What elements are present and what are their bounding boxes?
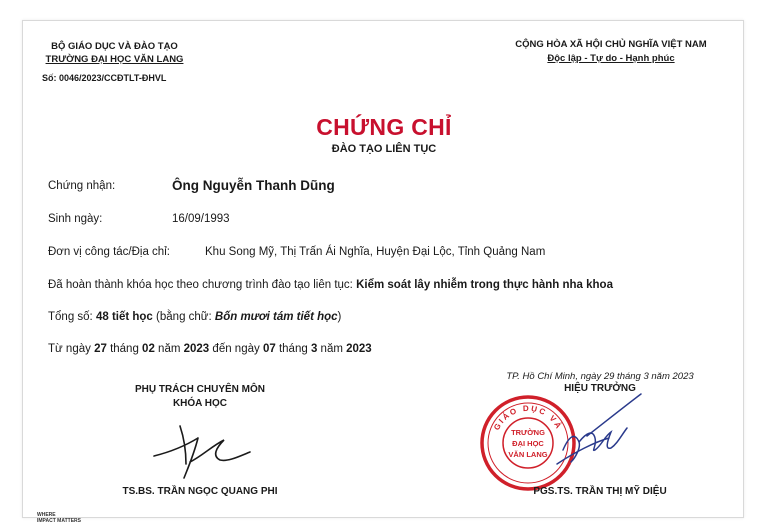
address-row	[48, 246, 546, 258]
period-from-label: Từ ngày	[48, 343, 91, 355]
total-row	[48, 311, 341, 323]
tagline-line1: WHERE	[37, 512, 56, 518]
total-label: Tổng số:	[48, 311, 93, 323]
recipient-label: Chứng nhận:	[48, 180, 116, 192]
total-words-suffix: )	[337, 311, 342, 323]
period-to-day: 07	[262, 343, 276, 355]
period-to-label: đến ngày	[212, 343, 260, 355]
period-year-word-1: năm	[158, 343, 181, 355]
supervisor-title-line2: KHÓA HỌC	[172, 398, 228, 409]
period-from-year: 2023	[183, 343, 210, 355]
total-hours-words: Bốn mươi tám tiết học	[214, 311, 338, 323]
rector-title: HIỆU TRƯỞNG	[564, 383, 636, 394]
period-to-month: 3	[310, 343, 318, 355]
rector-signature	[545, 392, 665, 482]
total-hours: 48 tiết học	[95, 311, 153, 323]
period-row	[48, 343, 372, 355]
supervisor-name: TS.BS. TRẦN NGỌC QUANG PHI	[122, 486, 278, 497]
tagline-line2: IMPACT MATTERS	[37, 518, 81, 524]
certificate-title: CHỨNG CHỈ	[316, 114, 452, 140]
address-label: Đơn vị công tác/Địa chỉ:	[48, 246, 170, 258]
country-name: CỘNG HÒA XÃ HỘI CHỦ NGHĨA VIỆT NAM	[515, 39, 707, 50]
period-from-month: 02	[142, 343, 155, 355]
seal-center-line2: ĐẠI HỌC	[512, 439, 544, 448]
dob-value: 16/09/1993	[172, 213, 230, 225]
ministry-name: BỘ GIÁO DỤC VÀ ĐÀO TẠO	[51, 41, 178, 52]
period-year-word-2: năm	[320, 343, 343, 355]
period-month-word-1: tháng	[110, 343, 139, 355]
dob-row	[48, 213, 230, 225]
certificate-subtitle: ĐÀO TẠO LIÊN TỤC	[331, 143, 437, 155]
seal-center-line3: VĂN LANG	[508, 450, 548, 459]
issuer-header	[42, 40, 187, 85]
certificate-number: Số: 0046/2023/CCĐTLT-ĐHVL	[42, 73, 167, 83]
issue-place-date: TP. Hồ Chí Minh, ngày 29 tháng 3 năm 2023	[506, 371, 694, 382]
supervisor-signature	[150, 416, 260, 486]
period-from-day: 27	[94, 343, 107, 355]
course-row	[48, 279, 613, 291]
course-name: Kiểm soát lây nhiễm trong thực hành nha khoa	[356, 279, 613, 291]
address-value: Khu Song Mỹ, Thị Trấn Ái Nghĩa, Huyện Đại Lộc, Tỉnh Quảng Nam	[205, 246, 546, 258]
course-supervisor-title	[110, 383, 290, 411]
period-to-year: 2023	[346, 343, 372, 355]
seal-ring-text: GIÁO DỤC VÀ	[492, 403, 564, 432]
total-words-prefix: (bằng chữ:	[156, 311, 212, 323]
rector-name: PGS.TS. TRẦN THỊ MỸ DIỆU	[533, 486, 667, 497]
recipient-row	[48, 178, 335, 193]
recipient-name: Ông Nguyễn Thanh Dũng	[172, 178, 335, 193]
national-motto: Độc lập - Tự do - Hạnh phúc	[547, 53, 675, 64]
national-header	[480, 38, 742, 66]
brand-tagline	[37, 512, 81, 524]
period-month-word-2: tháng	[278, 343, 308, 355]
course-label: Đã hoàn thành khóa học theo chương trình đào tạo liên tục:	[48, 279, 353, 291]
dob-label: Sinh ngày:	[48, 213, 103, 225]
seal-center-line1: TRƯỜNG	[511, 428, 545, 437]
supervisor-title-line1: PHỤ TRÁCH CHUYÊN MÔN	[135, 384, 265, 395]
university-name: TRƯỜNG ĐẠI HỌC VĂN LANG	[45, 54, 184, 65]
